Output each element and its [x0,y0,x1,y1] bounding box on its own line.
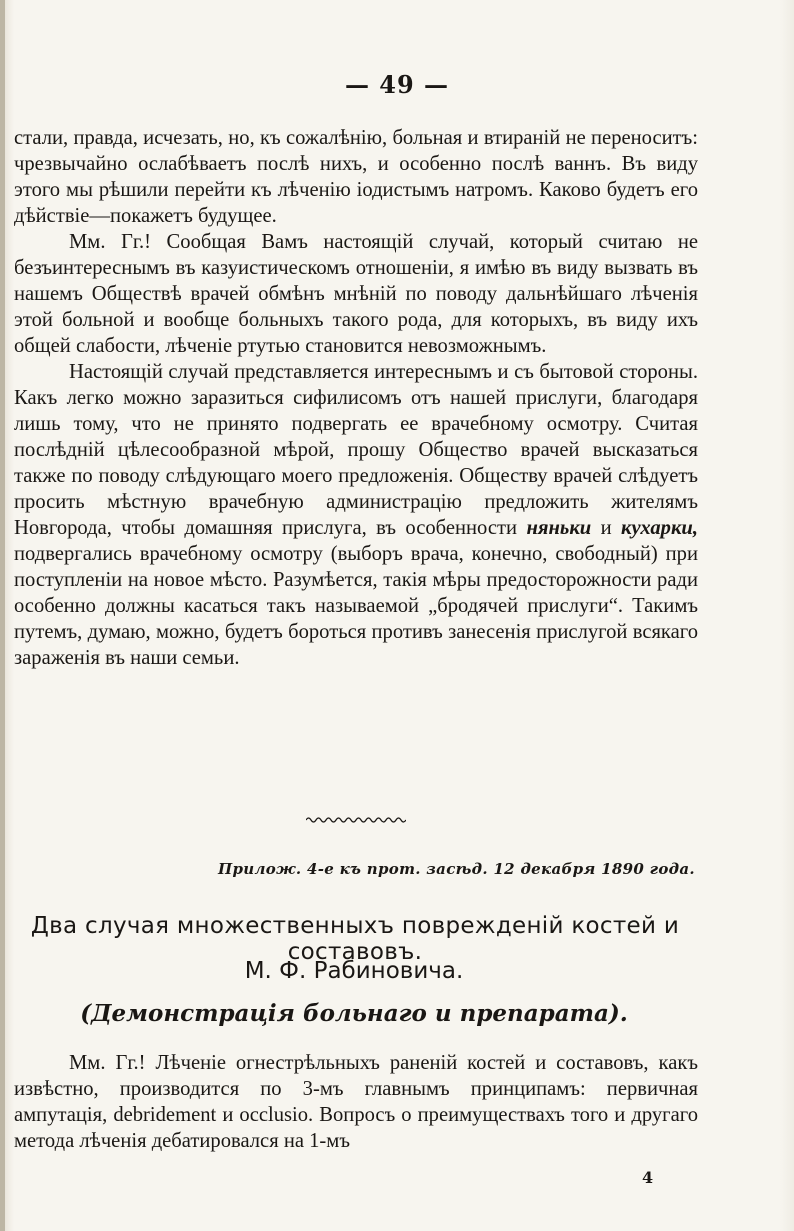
paragraph-proposal-text-3: подвергались врачебному осмотру (выборъ врача, конечно, свободный) при поступленіи на новое мѣсто. Разумѣется, такія мѣры предосторожности ради особенно должны касаться такъ называемой „бродячей прислуги“. Такимъ путемъ, думаю, можно, будетъ бороться противъ занесенія прислугой всякаго зараженія въ наши семьи. [14,543,698,669]
article-title: Два случая множественныхъ поврежденій костей и составовъ. [30,913,680,965]
article-paragraph-1: Мм. Гг.! Лѣченіе огнестрѣльныхъ раненій костей и составовъ, какъ извѣстно, производится по 3-мъ главнымъ принципамъ: первичная ампутація, debridement и occlusio. Вопросъ о преимуществахъ того и другаго метода лѣченія дебатировался на 1-мъ [14,1052,698,1152]
emphasis-cooks: кухарки, [621,517,698,539]
main-text-block [14,125,698,671]
appendix-reference-note: Прилож. 4-е къ прот. засѣд. 12 декабря 1890 года. [218,860,695,878]
page-spine-shadow [0,0,5,1231]
paragraph-proposal-text-1: Настоящій случай представляется интереснымъ и съ бытовой стороны. Какъ легко можно заразиться сифилисомъ отъ нашей прислуги, благодаря лишь тому, что не принято подвергать ее врачебному осмотру. Считая послѣдній цѣлесообразной мѣрой, прошу Общество врачей высказаться также по поводу слѣдующаго моего предложенія. Обществу врачей слѣдуетъ просить мѣстную врачебную администрацію предложить жителямъ Новгорода, чтобы домашняя прислуга, въ особенности [14,361,698,539]
emphasis-nannies: няньки [526,517,592,539]
decorative-wavy-divider [306,816,406,824]
paragraph-continuation: стали, правда, исчезать, но, къ сожалѣнію, больная и втираній не переноситъ: чрезвычайно ослабѣваетъ послѣ нихъ, и особенно послѣ ваннъ. Въ виду этого мы рѣшили перейти къ лѣченію іодистымъ натромъ. Каково будетъ его дѣйствіе—покажетъ будущее. [14,127,698,227]
paragraph-address: Мм. Гг.! Сообщая Вамъ настоящій случай, который считаю не безъинтереснымъ въ казуистическомъ отношеніи, я имѣю въ виду вызвать въ нашемъ Обществѣ врачей обмѣнъ мнѣній по поводу дальнѣйшаго лѣченія этой больной и вообще больныхъ такого рода, для которыхъ, въ виду ихъ общей слабости, лѣченіе ртутью становится невозможнымъ. [14,231,698,357]
paragraph-proposal-text-2: и [591,517,622,539]
article-author: М. Ф. Рабиновича. [244,958,464,984]
article-text-block [14,1050,698,1154]
page-number-header: — 49 — [344,70,450,99]
article-subtitle: (Демонстрація больнаго и препарата). [80,1000,628,1027]
printer-signature-mark: 4 [642,1168,654,1187]
paragraph-proposal [14,359,698,671]
